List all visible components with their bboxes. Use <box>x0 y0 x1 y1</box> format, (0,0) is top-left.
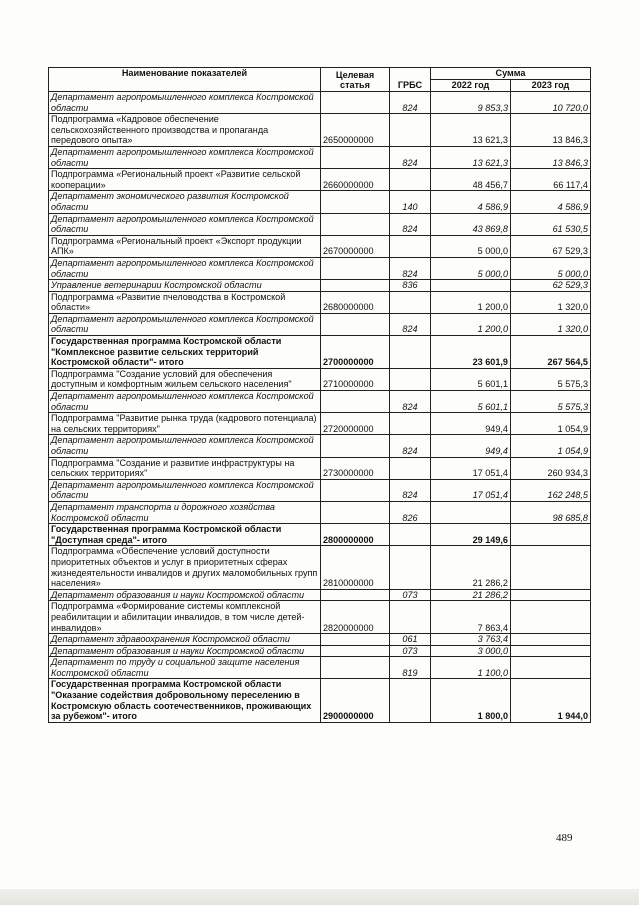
row-name-cell: Управление ветеринарии Костромской области <box>49 280 321 292</box>
row-value-2023-cell: 5 575,3 <box>511 391 591 413</box>
row-value-2023-cell: 260 934,3 <box>511 457 591 479</box>
row-target-cell: 2900000000 <box>321 679 390 722</box>
row-value-2022-cell: 13 621,3 <box>431 146 511 168</box>
table-row <box>49 524 591 546</box>
table-row <box>49 457 591 479</box>
row-value-2023-cell: 5 000,0 <box>511 257 591 279</box>
row-value-2022-cell: 9 853,3 <box>431 92 511 114</box>
row-name-cell: Департамент по труду и социальной защите населения Костромской области <box>49 657 321 679</box>
row-name-cell: Департамент агропромышленного комплекса Костромской области <box>49 313 321 335</box>
row-target-cell <box>321 645 390 657</box>
row-value-2022-cell: 1 800,0 <box>431 679 511 722</box>
row-value-2022-cell <box>431 280 511 292</box>
table-row <box>49 601 591 634</box>
row-value-2023-cell: 66 117,4 <box>511 169 591 191</box>
table-row <box>49 645 591 657</box>
row-target-cell: 2700000000 <box>321 336 390 369</box>
row-grbs-cell <box>390 524 431 546</box>
row-value-2022-cell: 7 863,4 <box>431 601 511 634</box>
header-name: Наименование показателей <box>49 68 321 92</box>
row-value-2023-cell: 13 846,3 <box>511 146 591 168</box>
row-target-cell <box>321 589 390 601</box>
row-target-cell <box>321 479 390 501</box>
row-target-cell: 2720000000 <box>321 413 390 435</box>
row-target-cell <box>321 313 390 335</box>
row-name-cell: Подпрограмма «Кадровое обеспечение сельскохозяйственного производства и пропаганда передового опыта» <box>49 114 321 147</box>
row-target-cell <box>321 257 390 279</box>
row-target-cell: 2730000000 <box>321 457 390 479</box>
row-grbs-cell: 824 <box>390 257 431 279</box>
row-grbs-cell <box>390 413 431 435</box>
row-value-2023-cell <box>511 657 591 679</box>
header-year-2023: 2023 год <box>511 80 591 92</box>
row-grbs-cell <box>390 114 431 147</box>
table-row <box>49 291 591 313</box>
page-number: 489 <box>556 832 573 844</box>
table-row <box>49 657 591 679</box>
row-target-cell <box>321 280 390 292</box>
row-value-2022-cell: 3 763,4 <box>431 634 511 646</box>
row-value-2022-cell: 21 286,2 <box>431 546 511 589</box>
row-value-2022-cell: 17 051,4 <box>431 457 511 479</box>
row-grbs-cell <box>390 235 431 257</box>
row-grbs-cell: 819 <box>390 657 431 679</box>
row-grbs-cell <box>390 546 431 589</box>
row-value-2022-cell: 13 621,3 <box>431 114 511 147</box>
row-target-cell: 2800000000 <box>321 524 390 546</box>
row-value-2023-cell <box>511 589 591 601</box>
row-target-cell <box>321 191 390 213</box>
row-value-2023-cell: 67 529,3 <box>511 235 591 257</box>
row-value-2022-cell: 21 286,2 <box>431 589 511 601</box>
row-value-2023-cell: 13 846,3 <box>511 114 591 147</box>
row-name-cell: Государственная программа Костромской области "Комплексное развитие сельских территорий Костромской области"- итого <box>49 336 321 369</box>
header-sum: Сумма <box>431 68 591 80</box>
row-name-cell: Государственная программа Костромской области "Доступная среда"- итого <box>49 524 321 546</box>
row-grbs-cell <box>390 368 431 390</box>
row-name-cell: Департамент образования и науки Костромской области <box>49 645 321 657</box>
table-row <box>49 413 591 435</box>
row-value-2023-cell: 1 320,0 <box>511 313 591 335</box>
row-grbs-cell: 824 <box>390 435 431 457</box>
table-row <box>49 501 591 523</box>
row-value-2022-cell: 949,4 <box>431 413 511 435</box>
row-value-2022-cell <box>431 501 511 523</box>
table-row <box>49 368 591 390</box>
table-row <box>49 191 591 213</box>
row-name-cell: Подпрограмма «Обеспечение условий доступности приоритетных объектов и услуг в приоритетных сферах жизнедеятельности инвалидов и других маломобильных групп населения» <box>49 546 321 589</box>
row-grbs-cell <box>390 457 431 479</box>
table-row <box>49 235 591 257</box>
row-name-cell: Подпрограмма «Региональный проект «Развитие сельской кооперации» <box>49 169 321 191</box>
row-value-2023-cell: 61 530,5 <box>511 213 591 235</box>
table-row <box>49 169 591 191</box>
row-grbs-cell: 073 <box>390 645 431 657</box>
row-target-cell <box>321 146 390 168</box>
row-grbs-cell: 824 <box>390 313 431 335</box>
row-grbs-cell: 824 <box>390 479 431 501</box>
table-row <box>49 435 591 457</box>
row-value-2023-cell: 98 685,8 <box>511 501 591 523</box>
table-row <box>49 280 591 292</box>
header-grbs: ГРБС <box>390 68 431 92</box>
row-grbs-cell: 824 <box>390 391 431 413</box>
row-target-cell <box>321 391 390 413</box>
row-grbs-cell <box>390 291 431 313</box>
row-value-2023-cell <box>511 524 591 546</box>
row-value-2023-cell <box>511 546 591 589</box>
row-value-2022-cell: 29 149,6 <box>431 524 511 546</box>
row-value-2022-cell: 17 051,4 <box>431 479 511 501</box>
row-target-cell: 2670000000 <box>321 235 390 257</box>
row-value-2023-cell <box>511 601 591 634</box>
row-value-2022-cell: 48 456,7 <box>431 169 511 191</box>
row-target-cell <box>321 92 390 114</box>
row-value-2023-cell: 267 564,5 <box>511 336 591 369</box>
row-name-cell: Департамент агропромышленного комплекса Костромской области <box>49 257 321 279</box>
header-year-2022: 2022 год <box>431 80 511 92</box>
row-target-cell: 2680000000 <box>321 291 390 313</box>
row-name-cell: Департамент образования и науки Костромской области <box>49 589 321 601</box>
table-row <box>49 479 591 501</box>
row-name-cell: Подпрограмма "Развитие рынка труда (кадрового потенциала) на сельских территориях" <box>49 413 321 435</box>
row-grbs-cell: 140 <box>390 191 431 213</box>
row-name-cell: Подпрограмма «Развитие пчеловодства в Костромской области» <box>49 291 321 313</box>
row-name-cell: Департамент агропромышленного комплекса Костромской области <box>49 92 321 114</box>
table-row <box>49 213 591 235</box>
row-value-2023-cell: 62 529,3 <box>511 280 591 292</box>
table-row <box>49 546 591 589</box>
row-grbs-cell: 073 <box>390 589 431 601</box>
row-target-cell <box>321 657 390 679</box>
table-row <box>49 391 591 413</box>
row-name-cell: Подпрограмма "Создание условий для обеспечения доступным и комфортным жильем сельского населения" <box>49 368 321 390</box>
row-value-2023-cell: 1 320,0 <box>511 291 591 313</box>
row-value-2023-cell: 4 586,9 <box>511 191 591 213</box>
row-value-2022-cell: 1 200,0 <box>431 291 511 313</box>
row-grbs-cell: 061 <box>390 634 431 646</box>
row-target-cell: 2650000000 <box>321 114 390 147</box>
budget-table <box>48 67 591 723</box>
row-target-cell: 2820000000 <box>321 601 390 634</box>
row-value-2022-cell: 5 000,0 <box>431 257 511 279</box>
row-value-2022-cell: 4 586,9 <box>431 191 511 213</box>
row-name-cell: Подпрограмма "Создание и развитие инфраструктуры на сельских территориях" <box>49 457 321 479</box>
table-body <box>49 68 591 723</box>
row-value-2023-cell <box>511 645 591 657</box>
row-name-cell: Департамент агропромышленного комплекса Костромской области <box>49 391 321 413</box>
row-grbs-cell: 836 <box>390 280 431 292</box>
row-name-cell: Департамент агропромышленного комплекса Костромской области <box>49 435 321 457</box>
row-name-cell: Департамент транспорта и дорожного хозяйства Костромской области <box>49 501 321 523</box>
row-grbs-cell: 824 <box>390 213 431 235</box>
row-target-cell <box>321 213 390 235</box>
row-target-cell <box>321 435 390 457</box>
row-name-cell: Департамент агропромышленного комплекса Костромской области <box>49 479 321 501</box>
row-target-cell <box>321 501 390 523</box>
row-value-2023-cell: 5 575,3 <box>511 368 591 390</box>
row-target-cell <box>321 634 390 646</box>
table-row <box>49 336 591 369</box>
table-header-row <box>49 68 591 80</box>
row-grbs-cell <box>390 169 431 191</box>
row-name-cell: Департамент агропромышленного комплекса Костромской области <box>49 213 321 235</box>
scan-footer-band <box>0 889 639 905</box>
table-row <box>49 257 591 279</box>
row-grbs-cell: 824 <box>390 92 431 114</box>
row-name-cell: Департамент агропромышленного комплекса Костромской области <box>49 146 321 168</box>
row-value-2022-cell: 5 000,0 <box>431 235 511 257</box>
row-name-cell: Департамент здравоохранения Костромской области <box>49 634 321 646</box>
row-target-cell: 2810000000 <box>321 546 390 589</box>
table-row <box>49 313 591 335</box>
table-row <box>49 114 591 147</box>
row-value-2023-cell <box>511 634 591 646</box>
table-row <box>49 589 591 601</box>
row-name-cell: Департамент экономического развития Костромской области <box>49 191 321 213</box>
row-name-cell: Государственная программа Костромской области "Оказание содействия добровольному переселению в Костромскую область соотечественников, проживающих за рубежом"- итого <box>49 679 321 722</box>
row-value-2022-cell: 949,4 <box>431 435 511 457</box>
row-value-2022-cell: 1 100,0 <box>431 657 511 679</box>
row-target-cell: 2660000000 <box>321 169 390 191</box>
row-grbs-cell <box>390 601 431 634</box>
table-row <box>49 92 591 114</box>
row-value-2023-cell: 1 054,9 <box>511 435 591 457</box>
row-value-2023-cell: 162 248,5 <box>511 479 591 501</box>
row-value-2023-cell: 1 944,0 <box>511 679 591 722</box>
row-grbs-cell: 826 <box>390 501 431 523</box>
row-value-2022-cell: 43 869,8 <box>431 213 511 235</box>
row-value-2022-cell: 5 601,1 <box>431 368 511 390</box>
row-value-2023-cell: 1 054,9 <box>511 413 591 435</box>
row-name-cell: Подпрограмма «Региональный проект «Экспорт продукции АПК» <box>49 235 321 257</box>
table-row <box>49 634 591 646</box>
row-grbs-cell <box>390 336 431 369</box>
row-value-2022-cell: 3 000,0 <box>431 645 511 657</box>
row-value-2022-cell: 1 200,0 <box>431 313 511 335</box>
row-value-2022-cell: 5 601,1 <box>431 391 511 413</box>
row-name-cell: Подпрограмма «Формирование системы комплексной реабилитации и абилитации инвалидов, в том числе детей-инвалидов» <box>49 601 321 634</box>
row-value-2022-cell: 23 601,9 <box>431 336 511 369</box>
header-target: Целевая статья <box>321 68 390 92</box>
table-row <box>49 146 591 168</box>
row-grbs-cell <box>390 679 431 722</box>
row-target-cell: 2710000000 <box>321 368 390 390</box>
row-grbs-cell: 824 <box>390 146 431 168</box>
table-row <box>49 679 591 722</box>
row-value-2023-cell: 10 720,0 <box>511 92 591 114</box>
